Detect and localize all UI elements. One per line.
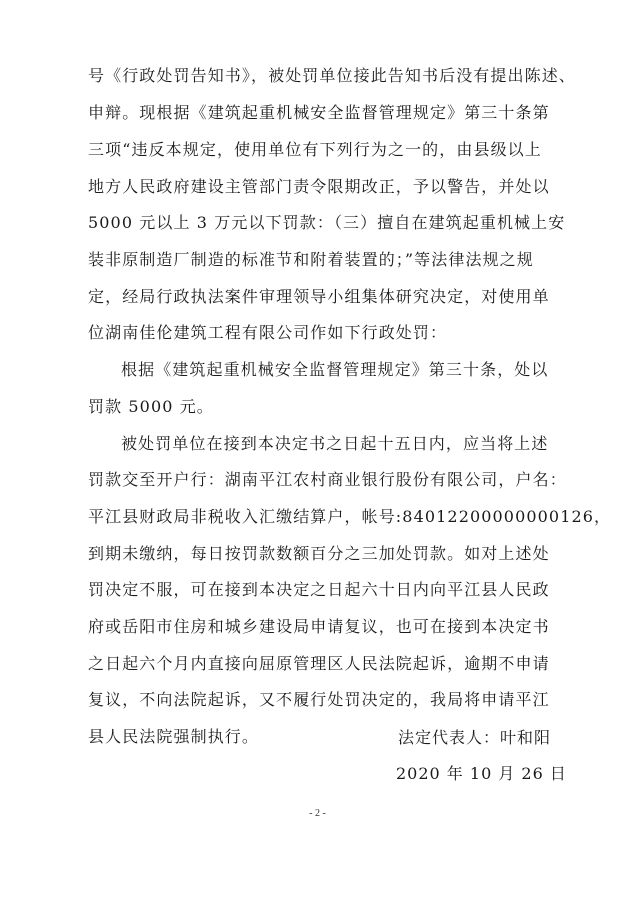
payment-paragraph-line: 被处罚单位在接到本决定书之日起十五日内，应当将上述 xyxy=(121,434,549,453)
body-text-line: 定，经局行政执法案件审理领导小组集体研究决定，对使用单 xyxy=(88,287,550,306)
body-text-line: 三项“违反本规定，使用单位有下列行为之一的，由县级以上 xyxy=(88,140,542,159)
body-text-line: 地方人民政府建设主管部门责令限期改正，予以警告，并处以 xyxy=(88,177,550,196)
payment-paragraph-line: 府或岳阳市住房和城乡建设局申请复议，也可在接到本决定书 xyxy=(88,617,550,636)
payment-paragraph-line: 罚决定不服，可在接到本决定之日起六十日内向平江县人民政 xyxy=(88,580,550,599)
penalty-paragraph-line: 根据《建筑起重机械安全监督管理规定》第三十条，处以 xyxy=(121,360,549,379)
payment-paragraph-line: 到期未缴纳，每日按罚款数额百分之三加处罚款。如对上述处 xyxy=(88,544,550,563)
penalty-paragraph-line: 罚款 5000 元。 xyxy=(88,397,214,416)
body-text-line: 5000 元以上 3 万元以下罚款：（三）擅自在建筑起重机械上安 xyxy=(88,213,566,232)
page-number: - 2 - xyxy=(309,808,326,819)
legal-representative: 法定代表人：叶和阳 xyxy=(398,728,552,747)
payment-paragraph-line: 复议，不向法院起诉，又不履行处罚决定的，我局将申请平江 xyxy=(88,690,550,709)
payment-paragraph-line: 之日起六个月内直接向屈原管理区人民法院起诉，逾期不申请 xyxy=(88,654,550,673)
body-text-line: 位湖南佳伦建筑工程有限公司作如下行政处罚： xyxy=(88,323,448,342)
body-text-line: 申辩。现根据《建筑起重机械安全监督管理规定》第三十条第 xyxy=(88,103,550,122)
body-text-line: 装非原制造厂制造的标准节和附着装置的；”等法律法规之规 xyxy=(88,250,534,269)
payment-paragraph-line: 罚款交至开户行：湖南平江农村商业银行股份有限公司，户名： xyxy=(88,470,567,489)
payment-paragraph-line: 平江县财政局非税收入汇缴结算户，帐号:84012200000000126， xyxy=(88,507,612,526)
signature-date: 2020 年 10 月 26 日 xyxy=(396,764,567,783)
payment-paragraph-line: 县人民法院强制执行。 xyxy=(88,727,260,746)
body-text-line: 号《行政处罚告知书》，被处罚单位接此告知书后没有提出陈述、 xyxy=(88,66,576,85)
